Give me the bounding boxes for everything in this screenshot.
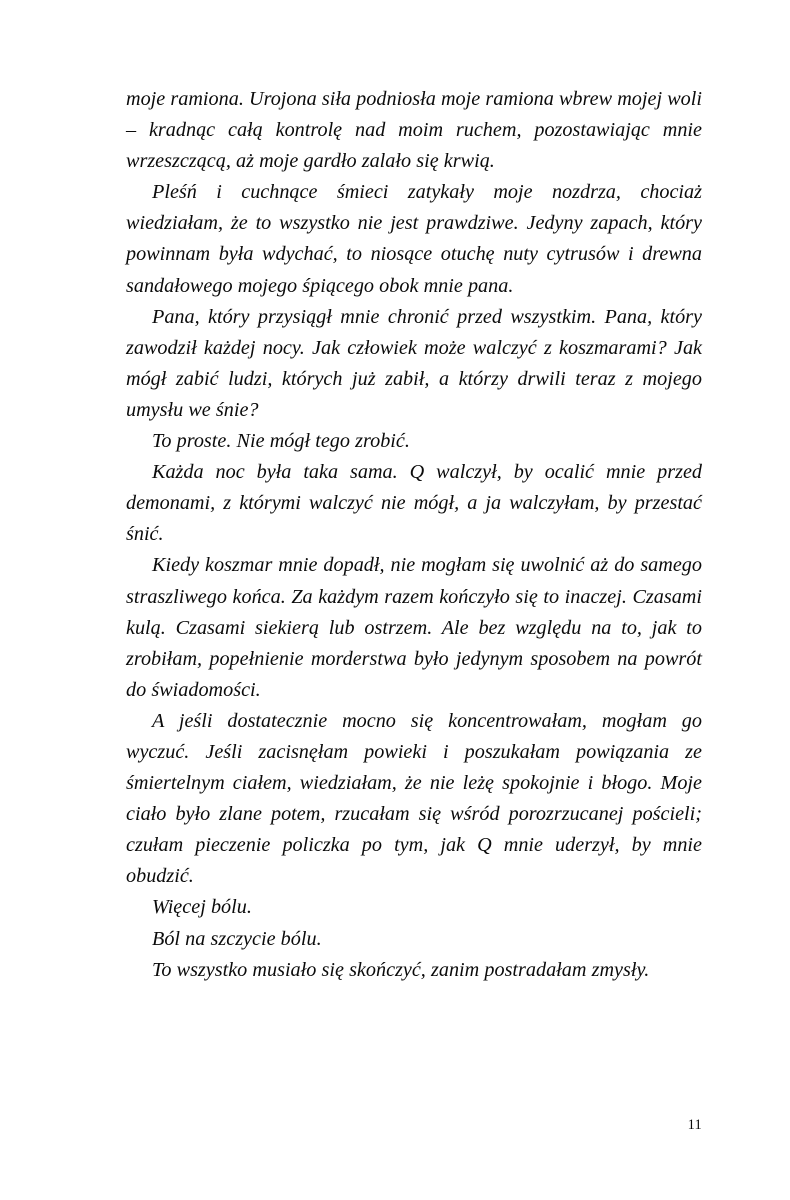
page-body-text bbox=[126, 84, 702, 986]
paragraph: Więcej bólu. bbox=[152, 896, 252, 919]
paragraph: moje ramiona. Urojona siła podniosła moje ramiona wbrew mojej woli – kradnąc całą kontrolę nad moim ruchem, pozostawiając mnie wrzeszczącą, aż moje gardło zalało się krwią. bbox=[126, 88, 702, 173]
paragraph: Pana, który przysiągł mnie chronić przed wszystkim. Pana, który zawodził każdej nocy. Jak człowiek może walczyć z koszmarami? Jak mógł zabić ludzi, których już zabił, a którzy drwili teraz z mojego umysłu we śnie? bbox=[126, 305, 702, 421]
paragraph: Pleśń i cuchnące śmieci zatykały moje nozdrza, chociaż wiedziałam, że to wszystko nie jest prawdziwe. Jedyny zapach, który powinnam była wdychać, to niosące otuchę nuty cytrusów i drewna sandałowego mojego śpiącego obok mnie pana. bbox=[126, 181, 702, 297]
paragraph: Ból na szczycie bólu. bbox=[152, 927, 322, 950]
page-number: 11 bbox=[687, 1117, 702, 1133]
paragraph: To wszystko musiało się skończyć, zanim postradałam zmysły. bbox=[152, 958, 650, 981]
paragraph: Kiedy koszmar mnie dopadł, nie mogłam się uwolnić aż do samego straszliwego końca. Za każdym razem kończyło się to inaczej. Czasami kulą. Czasami siekierą lub ostrzem. Ale bez względu na to, jak to zrobiłam, popełnienie morderstwa było jedynym sposobem na powrót do świadomości. bbox=[126, 554, 702, 701]
paragraph: Każda noc była taka sama. Q walczył, by ocalić mnie przed demonami, z którymi walczyć nie mógł, a ja walczyłam, by przestać śnić. bbox=[126, 461, 702, 546]
paragraph: A jeśli dostatecznie mocno się koncentrowałam, mogłam go wyczuć. Jeśli zacisnęłam powieki i poszukałam powiązania ze śmiertelnym ciałem, wiedziałam, że nie leżę spokojnie i błogo. Moje ciało było zlane potem, rzucałam się wśród porozrzucanej pościeli; czułam pieczenie policzka po tym, jak Q mnie uderzył, by mnie obudzić. bbox=[126, 709, 702, 888]
paragraph: To proste. Nie mógł tego zrobić. bbox=[152, 430, 410, 453]
